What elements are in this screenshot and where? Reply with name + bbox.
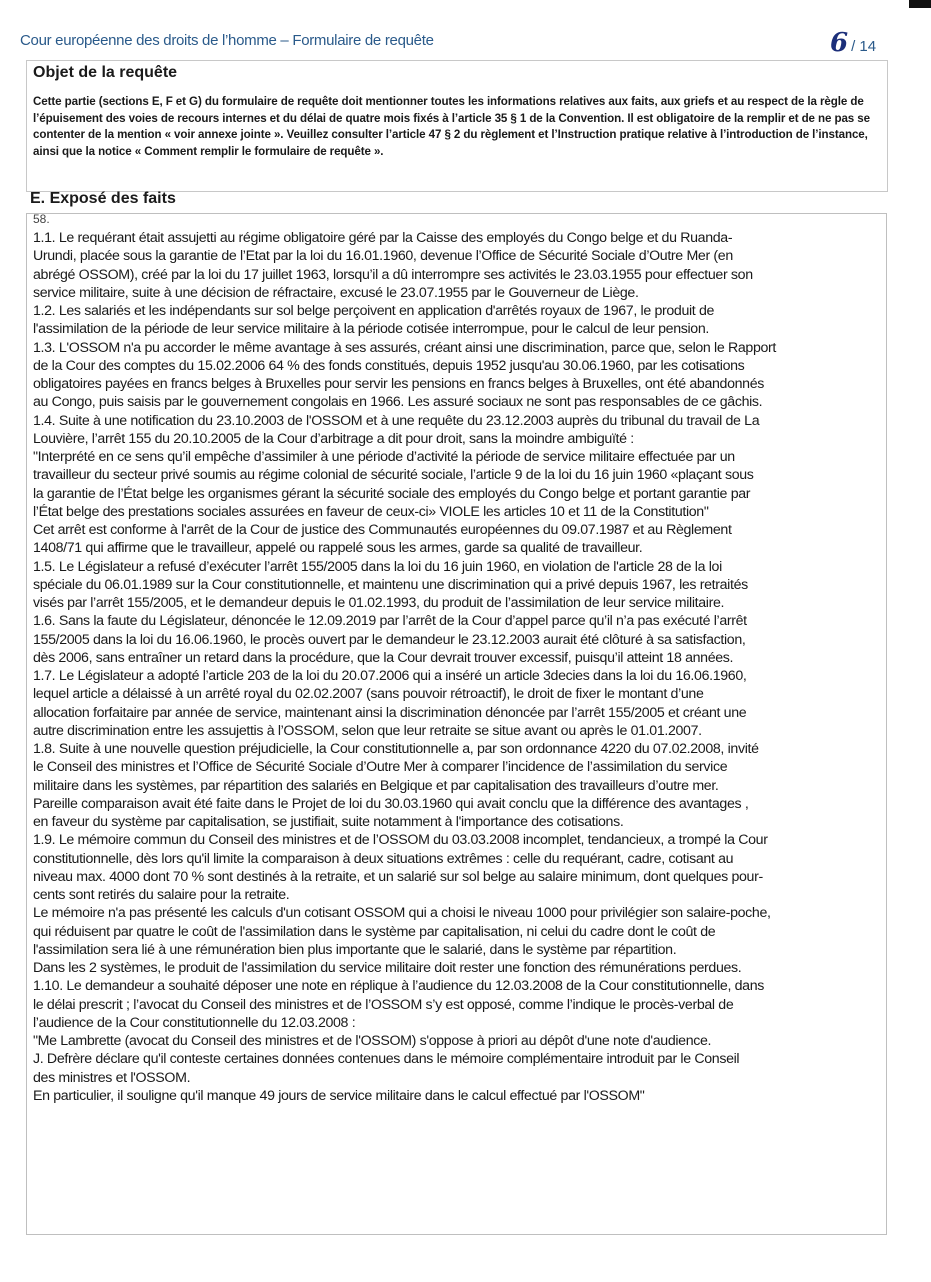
facts-line: travailleur du secteur privé soumis au régime colonial de sécurité sociale, l’article 9 de la loi du 16 juin 1960 «plaçant sous [33,467,754,484]
facts-line: 1.9. Le mémoire commun du Conseil des ministres et de l’OSSOM du 03.03.2008 incomplet, tendancieux, a trompé la Cour [33,832,768,849]
scan-mark [909,0,931,8]
facts-line: allocation forfaitaire par année de service, maintenant ainsi la discrimination dénoncée par l’arrêt 155/2005 et créant une [33,704,747,721]
facts-line: 155/2005 dans la loi du 16.06.1960, le procès ouvert par le demandeur le 23.12.2003 aurait été clôturé à sa satisfaction, [33,631,746,648]
facts-line: constitutionnelle, dès lors qu'il limite la comparaison à deux situations extrêmes : celle du requérant, cadre, cotisant au [33,850,734,867]
form-header-title: Cour européenne des droits de l’homme – Formulaire de requête [20,32,434,49]
facts-line: 1.3. L'OSSOM n'a pu accorder le même avantage à ses assurés, créant ainsi une discrimination, parce que, selon le Rapport [33,339,777,356]
facts-line: dès 2006, sans entraîner un retard dans la procédure, que la Cour devrait trouver excessif, puisqu’il atteint 18 années. [33,649,734,666]
field-number: 58. [33,212,50,226]
facts-line: militaire dans les systèmes, par répartition des salariés en Belgique et par capitalisation des travailleurs d’outre mer. [33,777,719,794]
facts-line: En particulier, il souligne qu'il manque 49 jours de service militaire dans le calcul effectué par l'OSSOM" [33,1087,645,1104]
facts-line: le délai prescrit ; l’avocat du Conseil des ministres et de l’OSSOM s’y est opposé, comme l’indique le procès-verbal de [33,996,734,1013]
facts-line: Le mémoire n'a pas présenté les calculs d'un cotisant OSSOM qui a choisi le niveau 1000 pour privilégier son salaire-poche, [33,905,771,922]
facts-line: le Conseil des ministres et l’Office de Sécurité Sociale d’Outre Mer à comparer l’incidence de l’assimilation du service [33,759,728,776]
facts-line: lequel article a délaissé à un arrêté royal du 02.02.2007 (sans pouvoir rétroactif), le droit de fixer le montant d’une [33,686,704,703]
facts-line: Louvière, l’arrêt 155 du 20.10.2005 de la Cour d’arbitrage a dit pour droit, sans la moindre ambiguïté : [33,430,634,447]
facts-line: de la Cour des comptes du 15.02.2006 64 % des fonds constitués, depuis 1952 jusqu'au 30.06.1960, par les cotisations [33,357,745,374]
facts-line: des ministres et l'OSSOM. [33,1069,191,1086]
facts-line: 1.1. Le requérant était assujetti au régime obligatoire géré par la Caisse des employés du Congo belge et du Ruanda- [33,230,733,246]
facts-line: J. Defrère déclare qu'il conteste certaines données contenues dans le mémoire complémentaire introduit par le Conseil [33,1051,740,1068]
facts-line: "Me Lambrette (avocat du Conseil des ministres et de l'OSSOM) s'oppose à priori au dépôt d'une note d'audience. [33,1033,712,1049]
facts-line: niveau max. 4000 dont 70 % sont destinés à la retraite, et un salarié sur sol belge au salaire minimum, dont quelques pour- [33,868,763,885]
section-e-title: E. Exposé des faits [30,190,176,207]
facts-line: cents sont retirés du salaire pour la retraite. [33,887,290,903]
facts-line: 1.4. Suite à une notification du 23.10.2003 de l'OSSOM et à une requête du 23.12.2003 auprès du tribunal du travail de La [33,412,760,429]
facts-line: Pareille comparaison avait été faite dans le Projet de loi du 30.03.1960 qui avait conclu que la différence des avantages , [33,795,749,812]
facts-line: 1.7. Le Législateur a adopté l’article 203 de la loi du 20.07.2006 qui a inséré un article 3decies dans la loi du 16.06.1960, [33,668,747,684]
facts-line: l’État belge des prestations sociales assurées en faveur de ceux-ci» VIOLE les articles 10 et 11 de la Constitution" [33,503,709,520]
page-total: / 14 [851,38,877,55]
facts-line: autre discrimination entre les assujettis à l’OSSOM, selon que leur retraite se situe avant ou après le 01.01.2007. [33,722,702,739]
facts-line: 1.8. Suite à une nouvelle question préjudicielle, la Cour constitutionnelle a, par son ordonnance 4220 du 07.02.2008, invité [33,741,759,757]
facts-text [33,229,881,1105]
facts-line: obligatoires payées en francs belges à Bruxelles pour servir les pensions en francs belges à Bruxelles, ont été abandonnés [33,376,764,392]
facts-line: service militaire, suite à une décision de réfractaire, excusé le 23.07.1955 par le Gouverneur de Liège. [33,284,639,301]
objet-instructions: Cette partie (sections E, F et G) du formulaire de requête doit mentionner toutes les informations relatives aux faits, aux griefs et au respect de la règle de l’épuisement des voies de recours internes et du délai de quatre mois fixés à l’article 35 § 1 de la Convention. Il est obligatoire de la remplir et de ne pas se contenter de la mention « voir annexe jointe ». Veuillez consulter l’article 47 § 2 du règlement et l’Instruction pratique relative à l’introduction de l’instance, ainsi que la notice « Comment remplir le formulaire de requête ». [33,95,870,158]
facts-line: 1.5. Le Législateur a refusé d’exécuter l’arrêt 155/2005 dans la loi du 16 juin 1960, en violation de l'article 28 de la loi [33,558,722,575]
page-number [830,28,876,58]
facts-line: la garantie de l’État belge les organismes gérant la sécurité sociale des employés du Congo belge et portant garantie par [33,485,751,502]
facts-line: 1.2. Les salariés et les indépendants sur sol belge perçoivent en application d'arrêtés royaux de 1967, le produit de [33,303,715,319]
handwritten-page-number: 6 [830,28,849,58]
facts-line: visés par l’arrêt 155/2005, et le demandeur depuis le 01.02.1993, du produit de l’assimilation de leur service militaire. [33,595,725,611]
facts-line: Urundi, placée sous la garantie de l’Etat par la loi du 16.01.1960, devenue l’Office de Sécurité Sociale d’Outre Mer (en [33,248,733,265]
facts-line: en faveur du système par capitalisation, se justifiait, suite notamment à l'importance des cotisations. [33,814,624,830]
facts-line: l'assimilation de la période de leur service militaire à la période cotisée interrompue, pour le calcul de leur pension. [33,321,709,338]
facts-line: l’audience de la Cour constitutionnelle du 12.03.2008 : [33,1014,356,1031]
facts-line: "Interprété en ce sens qu’il empêche d’assimiler à une période d’activité la période de service militaire effectuée par un [33,449,735,465]
facts-line: qui réduisent par quatre le coût de l'assimilation dans le système par capitalisation, ni celui du cadre dont le coût de [33,923,716,940]
facts-line: abrégé OSSOM), créé par la loi du 17 juillet 1963, lorsqu’il a dû interrompre ses activités le 23.03.1955 pour effectuer son [33,266,753,283]
facts-line: 1.10. Le demandeur a souhaité déposer une note en réplique à l’audience du 12.03.2008 de la Cour constitutionnelle, dans [33,978,765,995]
objet-title: Objet de la requête [33,64,178,81]
facts-line: Cet arrêt est conforme à l'arrêt de la Cour de justice des Communautés européennes du 09.07.1987 et au Règlement [33,522,732,538]
facts-line: spéciale du 06.01.1989 sur la Cour constitutionnelle, et maintenu une discrimination qui a privé depuis 1967, les retraités [33,576,748,593]
facts-line: 1.6. Sans la faute du Législateur, dénoncée le 12.09.2019 par l’arrêt de la Cour d’appel parce qu’il n’a pas exécuté l’arrêt [33,613,747,630]
facts-line: au Congo, puis saisis par le gouvernement congolais en 1966. Les assuré sociaux ne sont pas responsables de ce gâchis. [33,394,763,411]
facts-line: Dans les 2 systèmes, le produit de l'assimilation du service militaire doit rester une fonction des rémunérations perdues. [33,960,742,976]
facts-line: l'assimilation sera lié à une rémunération bien plus importante que le salarié, dans le système par répartition. [33,941,677,958]
facts-line: 1408/71 qui affirme que le travailleur, appelé ou rappelé sous les armes, garde sa qualité de travailleur. [33,540,643,557]
